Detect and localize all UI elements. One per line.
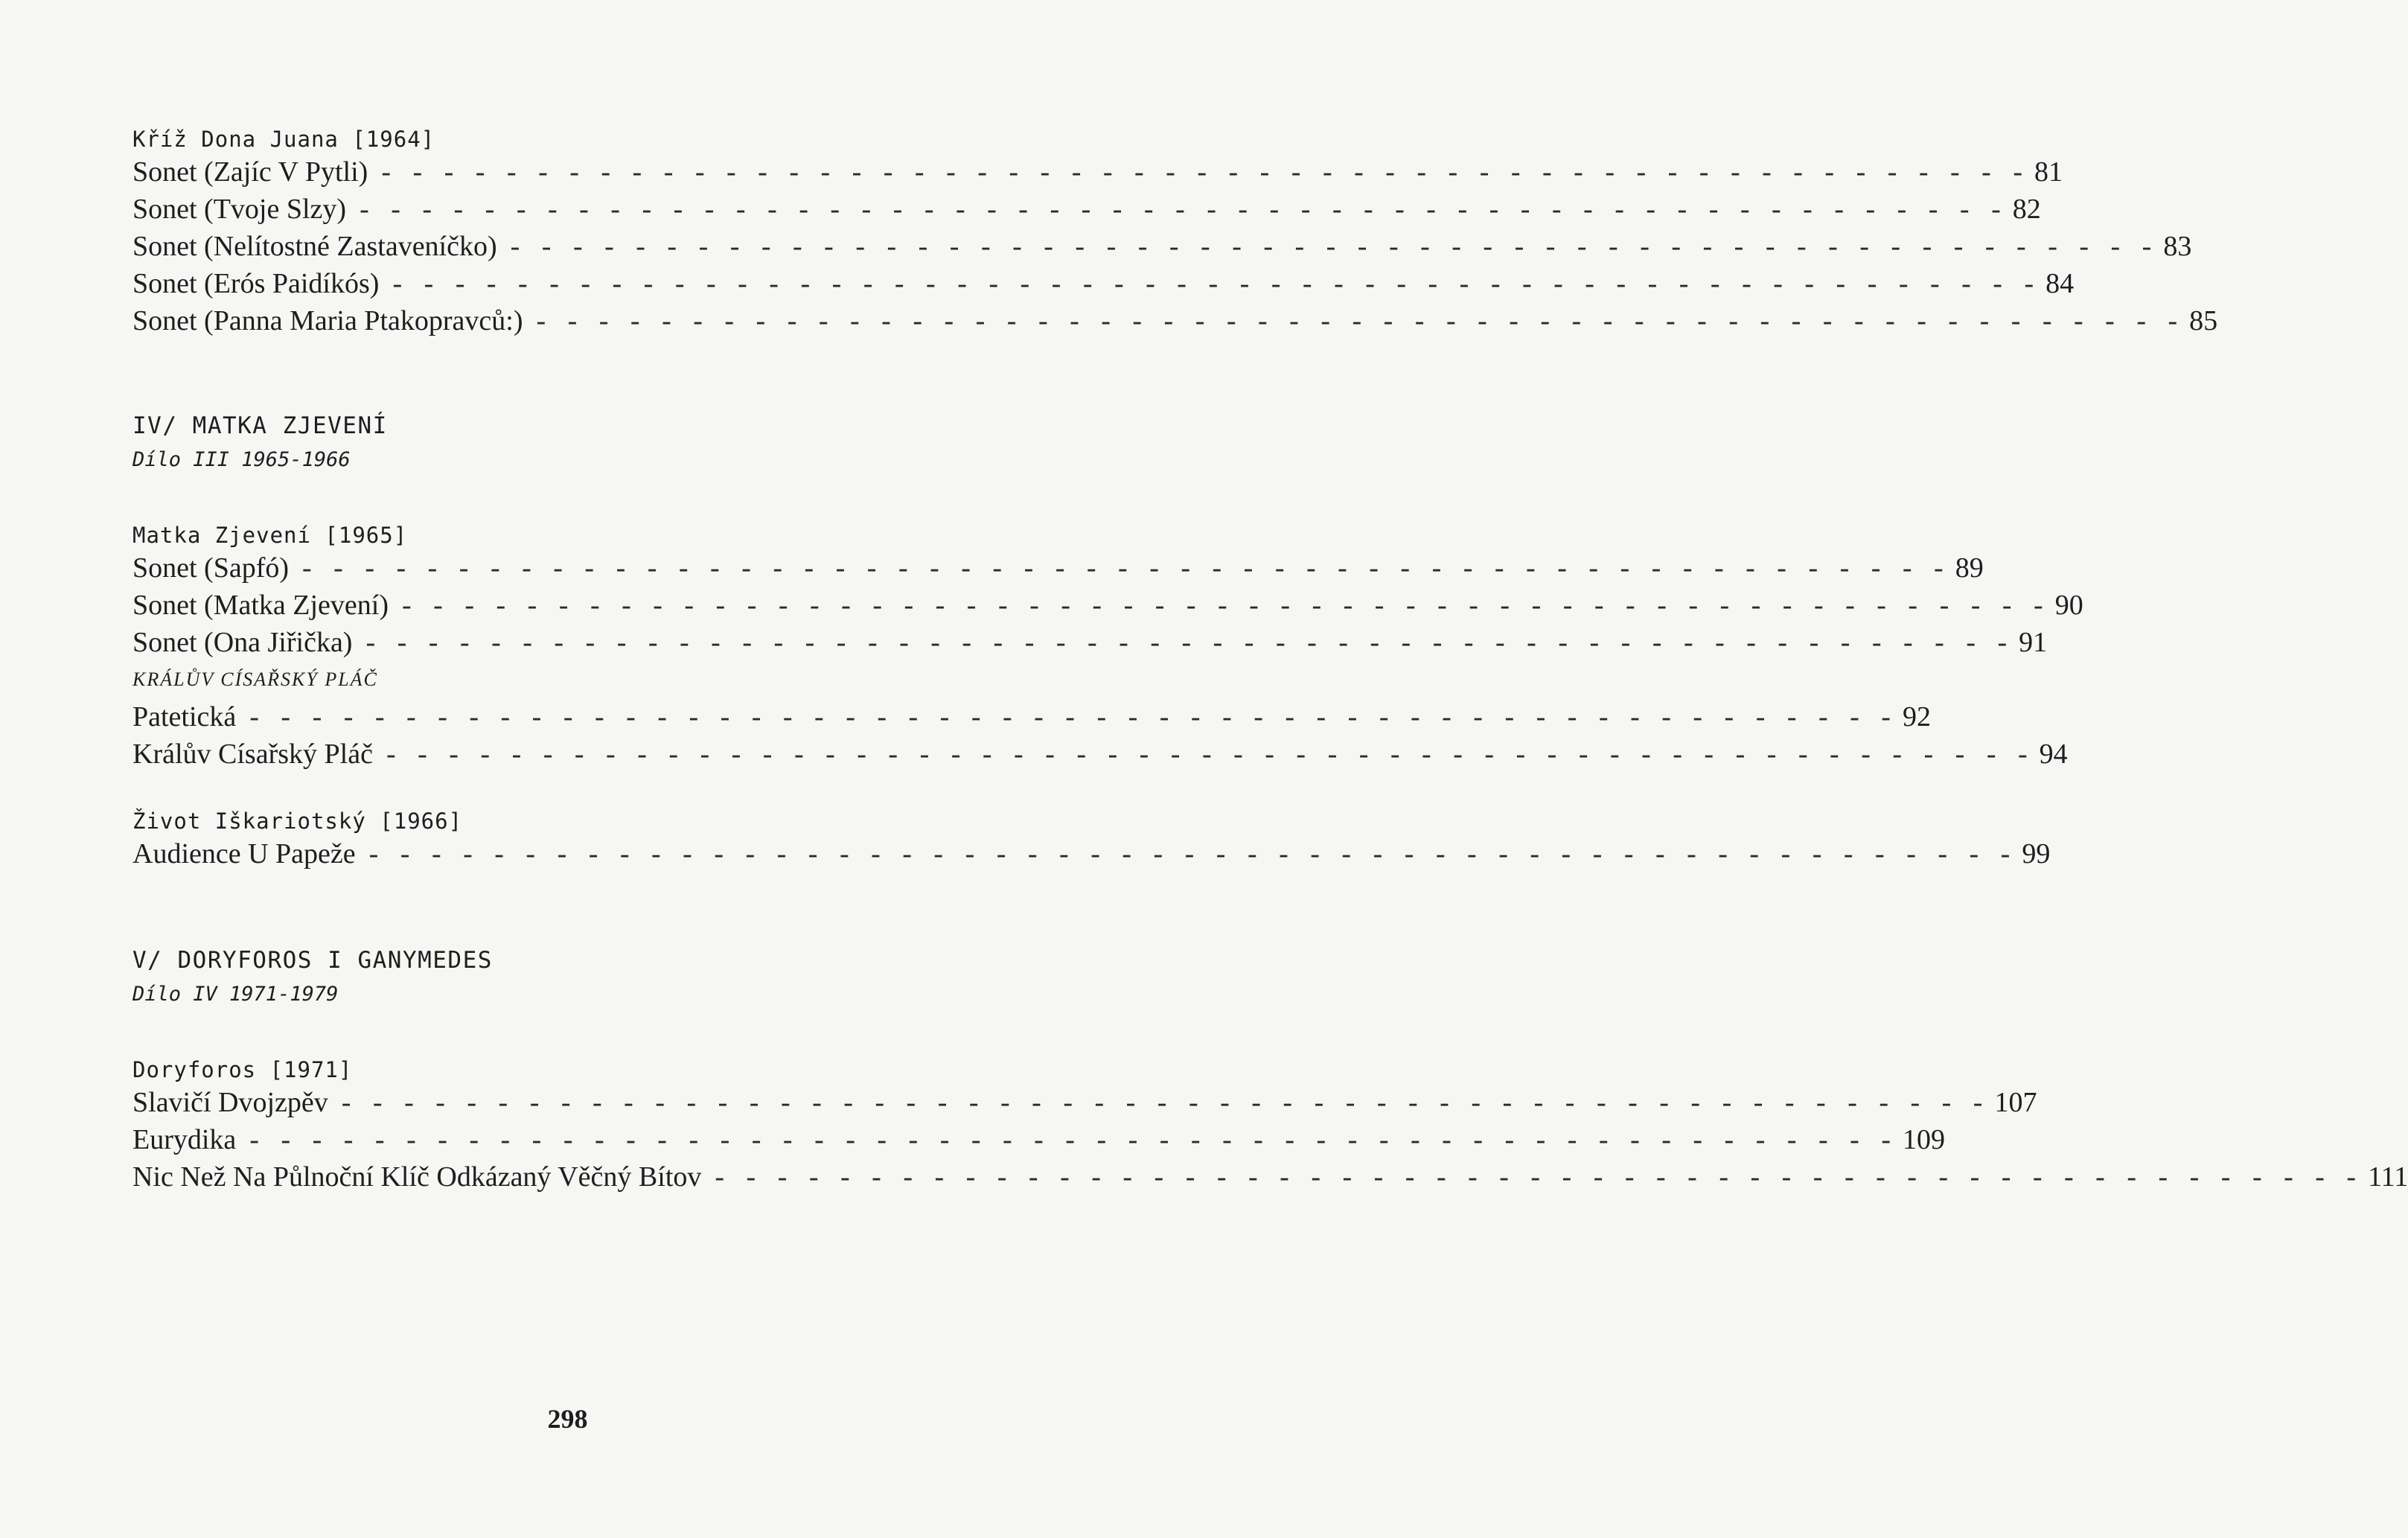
toc-entry (132, 1084, 2037, 1121)
toc-entry-title: Sonet (Sapfó) (132, 552, 290, 584)
toc-entry-title: Sonet (Panna Maria Ptakopravců:) (132, 305, 523, 336)
toc-entry-page: 107 (1994, 1087, 2037, 1118)
toc-entry (132, 587, 2083, 624)
toc-entry-page: 89 (1955, 552, 1984, 584)
toc-entry-title: Patetická (132, 701, 237, 733)
group-title: Život Iškariotský [1966] (132, 808, 463, 834)
toc-entry-title: Slavičí Dvojzpěv (132, 1087, 328, 1118)
toc-entry-page: 111 (2368, 1161, 2408, 1193)
toc-entry-page: 99 (2022, 838, 2051, 869)
toc-entry-page: 85 (2189, 305, 2218, 336)
page-number: 298 (547, 1404, 588, 1434)
toc-entry (132, 1121, 1945, 1158)
dash-leader: - - - - - - - - - - - - - - - - - - - - - - - - - - - - - - - - - - - - - - - - - - - - - - - - - - - - - (392, 268, 2042, 299)
toc-entry-page: 83 (2163, 231, 2192, 262)
dash-leader: - - - - - - - - - - - - - - - - - - - - - - - - - - - - - - - - - - - - - - - - - - - - - - - - - - - - - (360, 194, 2008, 225)
group-title: Doryforos [1971] (132, 1057, 353, 1082)
toc-entry (132, 1158, 2408, 1196)
toc-entry (132, 191, 2041, 228)
dash-leader: - - - - - - - - - - - - - - - - - - - - - - - - - - - - - - - - - - - - - - - - - - - - - - - - - - - - - (536, 305, 2185, 336)
toc-entry-page: 91 (2019, 627, 2048, 658)
toc-entry-page: 90 (2054, 590, 2083, 621)
dash-leader: - - - - - - - - - - - - - - - - - - - - - - - - - - - - - - - - - - - - - - - - - - - - - - - - - - - - - (715, 1161, 2364, 1193)
group-title: Matka Zjevení [1965] (132, 523, 408, 548)
toc-entry-page: 81 (2034, 156, 2063, 188)
toc-entry-title: Sonet (Tvoje Slzy) (132, 194, 347, 225)
dash-leader: - - - - - - - - - - - - - - - - - - - - - - - - - - - - - - - - - - - - - - - - - - - - - - - - - - - - - (402, 590, 2051, 621)
toc-entry-page: 94 (2039, 738, 2068, 770)
cycle-subheading: KRÁLŮV CÍSAŘSKÝ PLÁČ (132, 669, 378, 690)
section-subtitle: Dílo IV 1971-1979 (132, 983, 339, 1006)
dash-leader: - - - - - - - - - - - - - - - - - - - - - - - - - - - - - - - - - - - - - - - - - - - - - - - - - - - - - (249, 1124, 1898, 1155)
toc-entry (132, 549, 1984, 587)
toc-entry-page: 109 (1902, 1124, 1945, 1155)
section-title: IV/ MATKA ZJEVENÍ (132, 412, 388, 439)
toc-entry-page: 92 (1902, 701, 1931, 733)
toc-entry (132, 302, 2218, 339)
dash-leader: - - - - - - - - - - - - - - - - - - - - - - - - - - - - - - - - - - - - - - - - - - - - - - - - - - - - - (249, 701, 1898, 733)
toc-entry (132, 698, 1931, 736)
dash-leader: - - - - - - - - - - - - - - - - - - - - - - - - - - - - - - - - - - - - - - - - - - - - - - - - - - - - - (510, 231, 2159, 262)
dash-leader: - - - - - - - - - - - - - - - - - - - - - - - - - - - - - - - - - - - - - - - - - - - - - - - - - - - - - (381, 156, 2030, 188)
toc-entry-title: Sonet (Zajíc V Pytli) (132, 156, 368, 188)
section-subtitle: Dílo III 1965-1966 (132, 448, 351, 471)
dash-leader: - - - - - - - - - - - - - - - - - - - - - - - - - - - - - - - - - - - - - - - - - - - - - - - - - - - - - (386, 738, 2035, 770)
dash-leader: - - - - - - - - - - - - - - - - - - - - - - - - - - - - - - - - - - - - - - - - - - - - - - - - - - - - - (302, 552, 1951, 584)
dash-leader: - - - - - - - - - - - - - - - - - - - - - - - - - - - - - - - - - - - - - - - - - - - - - - - - - - - - - (368, 838, 2018, 869)
toc-entry (132, 228, 2192, 265)
toc-entry-title: Audience U Papeže (132, 838, 356, 869)
toc-entry-title: Sonet (Ona Jiřička) (132, 627, 353, 658)
toc-entry (132, 624, 2048, 661)
toc-entry (132, 265, 2075, 302)
toc-entry-title: Eurydika (132, 1124, 237, 1155)
table-of-contents (132, 125, 2408, 1196)
toc-entry-title: Sonet (Matka Zjevení) (132, 590, 389, 621)
toc-entry-page: 84 (2045, 268, 2075, 299)
toc-entry-title: Sonet (Erós Paidíkós) (132, 268, 380, 299)
toc-entry-title: Sonet (Nelítostné Zastaveníčko) (132, 231, 497, 262)
toc-entry-title: Nic Než Na Půlnoční Klíč Odkázaný Věčný Bítov (132, 1161, 702, 1193)
toc-entry (132, 153, 2063, 191)
group-title: Kříž Dona Juana [1964] (132, 127, 435, 152)
toc-entry-page: 82 (2012, 194, 2041, 225)
dash-leader: - - - - - - - - - - - - - - - - - - - - - - - - - - - - - - - - - - - - - - - - - - - - - - - - - - - - - (365, 627, 2015, 658)
section-title: V/ DORYFOROS I GANYMEDES (132, 947, 493, 974)
toc-entry-title: Králův Císařský Pláč (132, 738, 373, 770)
dash-leader: - - - - - - - - - - - - - - - - - - - - - - - - - - - - - - - - - - - - - - - - - - - - - - - - - - - - - (341, 1087, 1990, 1118)
toc-entry (132, 835, 2051, 872)
toc-entry (132, 736, 2068, 773)
